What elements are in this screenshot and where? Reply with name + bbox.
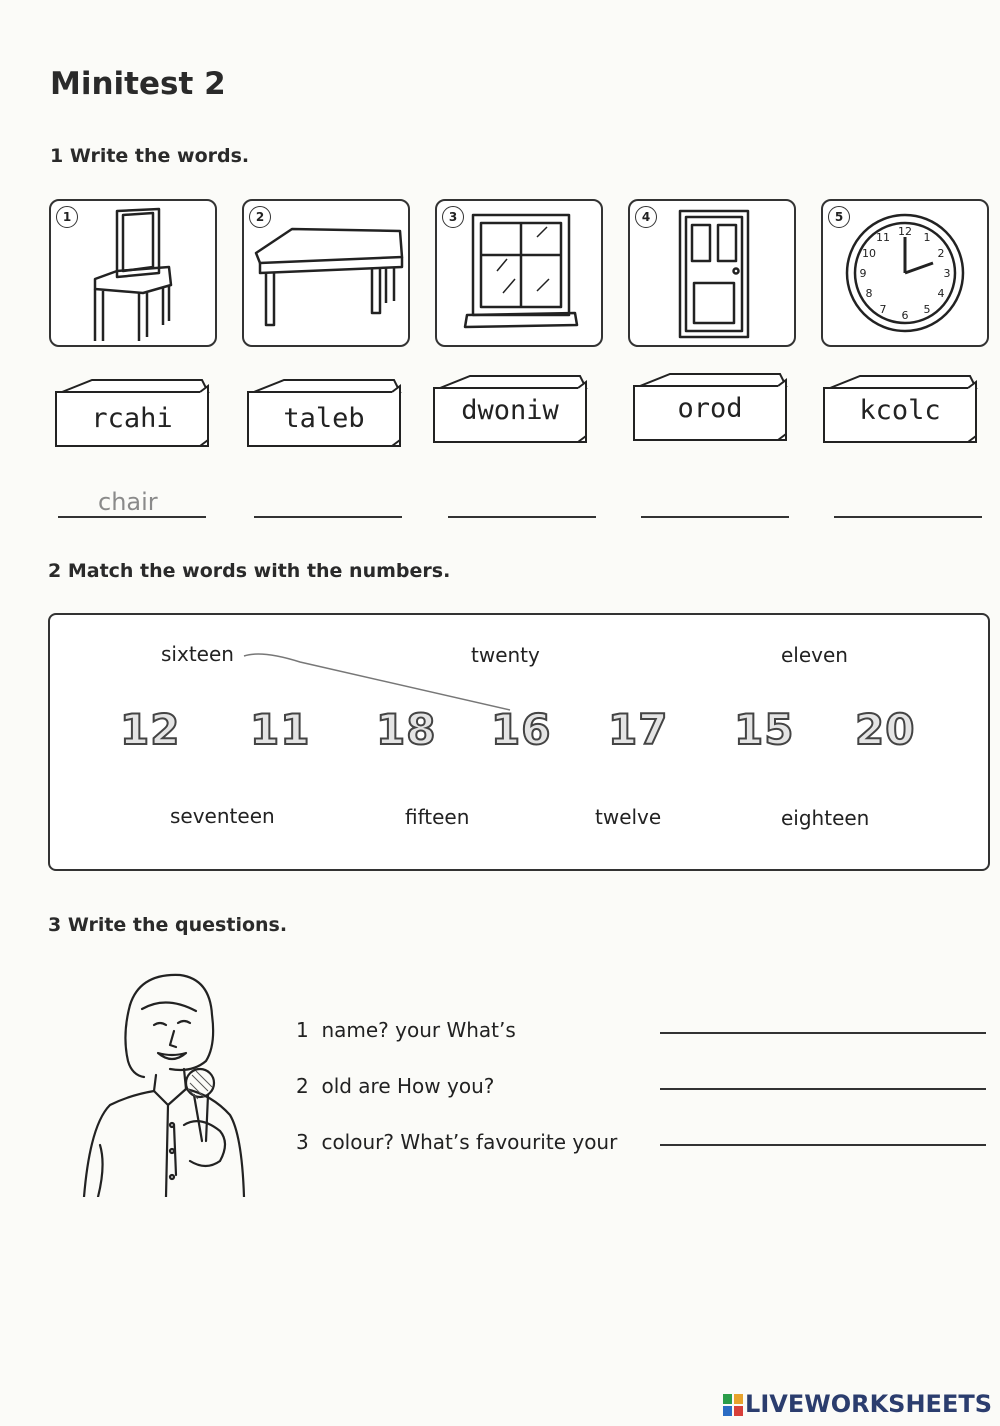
match-word-eleven[interactable]: eleven: [781, 643, 848, 667]
item-number: 3: [442, 206, 464, 228]
page-title: Minitest 2: [50, 66, 226, 102]
match-word-eighteen[interactable]: eighteen: [781, 806, 870, 830]
scrambled-word: orod: [677, 393, 743, 424]
picture-box-clock: [821, 199, 989, 347]
item-number: 2: [249, 206, 271, 228]
question-1: [296, 1018, 516, 1042]
svg-text:10: 10: [862, 247, 876, 260]
scrambled-word: rcahi: [91, 403, 173, 434]
scrambled-word-box: [244, 376, 404, 448]
match-word-fifteen[interactable]: fifteen: [405, 805, 470, 829]
scrambled-word-box: [820, 372, 980, 444]
question-text: old are How you?: [321, 1074, 495, 1098]
logo-icon: [723, 1394, 743, 1416]
match-word-sixteen[interactable]: sixteen: [161, 642, 234, 666]
question-number: 1: [296, 1018, 309, 1042]
svg-text:4: 4: [937, 287, 945, 300]
answer-field-5[interactable]: [834, 488, 982, 518]
svg-text:3: 3: [943, 267, 951, 280]
answer-field-4[interactable]: [641, 488, 789, 518]
scrambled-word: dwoniw: [461, 395, 559, 426]
picture-box-table: [242, 199, 410, 347]
answer-field-1[interactable]: [58, 488, 206, 518]
clock-illustration: [823, 201, 987, 345]
match-number-11[interactable]: 11: [250, 705, 311, 754]
question-answer-line-2[interactable]: [660, 1088, 986, 1090]
item-number: 4: [635, 206, 657, 228]
scrambled-word-box: [430, 372, 590, 444]
svg-text:8: 8: [865, 287, 873, 300]
svg-text:7: 7: [879, 303, 887, 316]
scrambled-word-box: [52, 376, 212, 448]
item-number: 5: [828, 206, 850, 228]
scrambled-word-box: [630, 370, 790, 442]
picture-box-chair: [49, 199, 217, 347]
answer-text: chair: [98, 488, 158, 516]
picture-box-window: [435, 199, 603, 347]
svg-text:11: 11: [876, 231, 890, 244]
question-2: [296, 1074, 494, 1098]
table-illustration: [244, 201, 408, 345]
answer-field-3[interactable]: [448, 488, 596, 518]
svg-text:6: 6: [901, 309, 909, 322]
match-word-twelve[interactable]: twelve: [595, 805, 662, 829]
question-answer-line-1[interactable]: [660, 1032, 986, 1034]
match-number-18[interactable]: 18: [376, 705, 437, 754]
girl-with-microphone-illustration: [70, 965, 270, 1197]
window-illustration: [437, 201, 601, 345]
match-word-seventeen[interactable]: seventeen: [170, 804, 275, 828]
svg-text:1: 1: [923, 231, 931, 244]
chair-illustration: [51, 201, 215, 345]
picture-box-door: [628, 199, 796, 347]
svg-text:2: 2: [937, 247, 945, 260]
svg-text:5: 5: [923, 303, 931, 316]
match-number-15[interactable]: 15: [734, 705, 795, 754]
section3-heading: 3 Write the questions.: [48, 914, 288, 936]
match-number-20[interactable]: 20: [855, 705, 916, 754]
section2-heading: 2 Match the words with the numbers.: [48, 560, 451, 582]
svg-text:9: 9: [859, 267, 867, 280]
liveworksheets-logo: [723, 1390, 992, 1418]
section1-heading: 1 Write the words.: [50, 145, 250, 167]
scrambled-word: taleb: [283, 403, 365, 434]
svg-text:12: 12: [898, 225, 912, 238]
match-number-12[interactable]: 12: [120, 705, 181, 754]
scrambled-word: kcolc: [859, 395, 941, 426]
question-3: [296, 1130, 617, 1154]
item-number: 1: [56, 206, 78, 228]
match-number-16[interactable]: 16: [491, 705, 552, 754]
question-number: 3: [296, 1130, 309, 1154]
question-text: name? your What’s: [321, 1018, 516, 1042]
match-number-17[interactable]: 17: [608, 705, 669, 754]
question-number: 2: [296, 1074, 309, 1098]
match-word-twenty[interactable]: twenty: [471, 643, 540, 667]
question-text: colour? What’s favourite your: [321, 1130, 618, 1154]
question-answer-line-3[interactable]: [660, 1144, 986, 1146]
logo-text: LIVEWORKSHEETS: [745, 1390, 992, 1418]
door-illustration: [630, 201, 794, 345]
answer-field-2[interactable]: [254, 488, 402, 518]
